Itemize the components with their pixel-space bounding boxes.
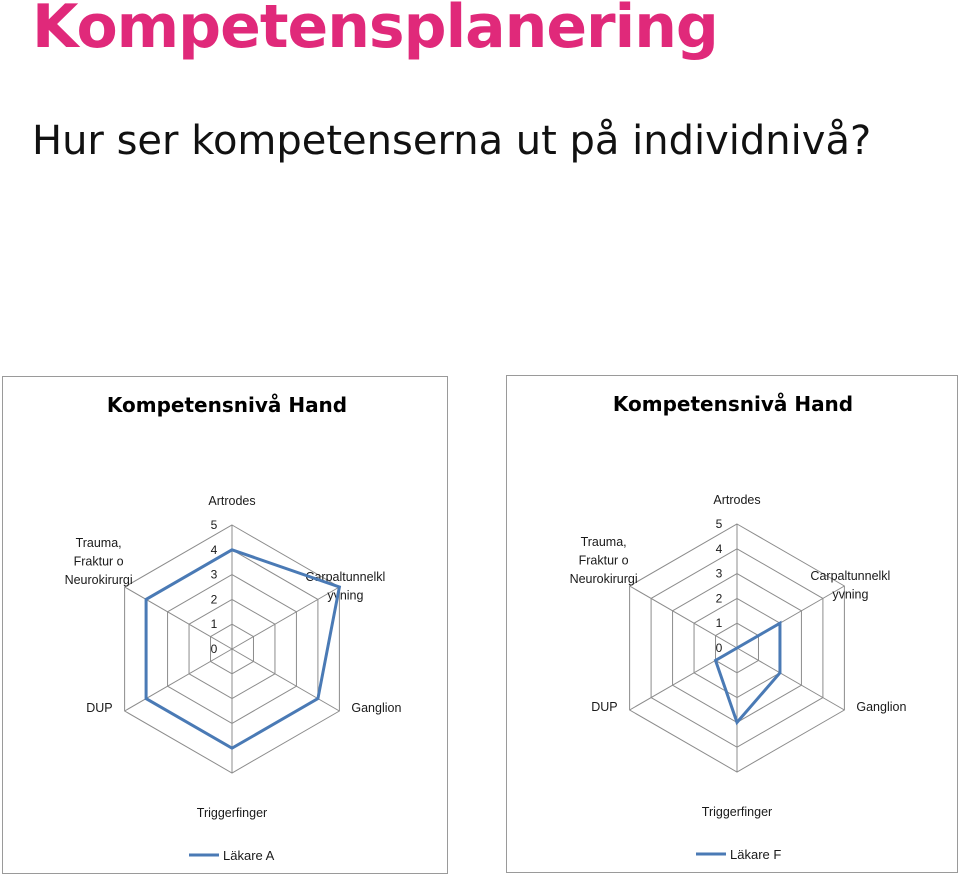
category-label: DUP (591, 700, 618, 714)
slide-subtitle: Hur ser kompetenserna ut på individnivå? (32, 118, 872, 164)
tick-label: 0 (210, 642, 218, 656)
tick-label: 3 (715, 566, 723, 581)
category-label: Artrodes (208, 494, 256, 508)
grid-spoke (737, 648, 844, 710)
grid-spoke (125, 649, 232, 711)
tick-label: 5 (715, 517, 723, 531)
radar-chart-lakare-a (2, 376, 448, 874)
category-label: Artrodes (713, 493, 761, 507)
tick-label: 5 (210, 518, 218, 532)
grid-spoke (232, 587, 339, 649)
series-line-0 (716, 623, 780, 722)
chart-title: Kompetensnivå Hand (612, 392, 854, 416)
category-label: Carpaltunnelkl yvning (810, 569, 891, 602)
legend-label: Läkare A (223, 848, 275, 863)
category-label: Ganglion (351, 701, 402, 715)
chart-title: Kompetensnivå Hand (106, 393, 348, 417)
tick-label: 0 (715, 641, 723, 655)
legend-label: Läkare F (730, 847, 782, 862)
category-label: Trauma, Fraktur o Neurokirurgi (64, 536, 133, 587)
radar-chart-svg (507, 376, 957, 872)
category-label: Carpaltunnelkl yvning (305, 570, 386, 603)
category-label: DUP (86, 701, 113, 715)
tick-label: 3 (210, 567, 218, 582)
grid-spoke (232, 649, 339, 711)
tick-label: 1 (715, 616, 723, 631)
tick-label: 2 (210, 592, 218, 607)
category-label: Triggerfinger (701, 805, 773, 819)
slide-title: Kompetensplanering (32, 0, 718, 62)
tick-label: 2 (715, 591, 723, 606)
category-label: Trauma, Fraktur o Neurokirurgi (569, 535, 638, 586)
category-label: Ganglion (856, 700, 907, 714)
tick-label: 4 (210, 542, 218, 557)
radar-chart-lakare-f (506, 375, 958, 873)
tick-label: 1 (210, 617, 218, 632)
tick-label: 4 (715, 541, 723, 556)
radar-chart-svg (3, 377, 447, 873)
category-label: Triggerfinger (196, 806, 268, 820)
